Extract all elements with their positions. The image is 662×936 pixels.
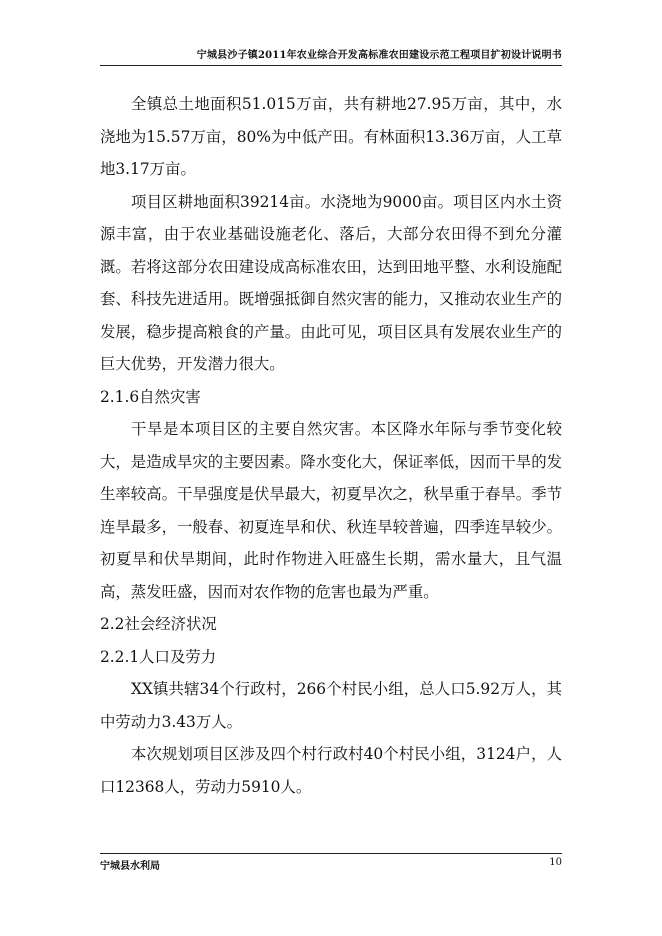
footer-organization: 宁城县水利局 [100, 861, 160, 872]
body-text [100, 88, 562, 803]
footer-rule [100, 853, 562, 854]
paragraph-land-area: 全镇总土地面积51.015万亩，共有耕地27.95万亩，其中，水浇地为15.57万亩，80%为中低产田。有林面积13.36万亩，人工草地3.17万亩。 [100, 95, 562, 178]
section-heading-natural-disasters: 2.1.6自然灾害 [100, 387, 201, 406]
section-heading-population-labor: 2.2.1人口及劳力 [100, 647, 217, 666]
paragraph-drought: 干旱是本项目区的主要自然灾害。本区降水年际与季节变化较大，是造成旱灾的主要因素。降水变化大，保证率低，因而干旱的发生率较高。干旱强度是伏旱最大，初夏旱次之，秋旱重于春旱。季节连旱最多，一般春、初夏连旱和伏、秋连旱较普遍，四季连旱较少。初夏旱和伏旱期间，此时作物进入旺盛生长期，需水量大，且气温高，蒸发旺盛，因而对农作物的危害也最为严重。 [100, 420, 562, 601]
paragraph-project-population: 本次规划项目区涉及四个村行政村40个村民小组，3124户，人口12368人，劳动力5910人。 [100, 745, 562, 796]
paragraph-town-population: XX镇共辖34个行政村，266个村民小组，总人口5.92万人，其中劳动力3.43万人。 [100, 680, 562, 731]
paragraph-project-cropland: 项目区耕地面积39214亩。水浇地为9000亩。项目区内水土资源丰富，由于农业基础设施老化、落后，大部分农田得不到允分灌溉。若将这部分农田建设成高标准农田，达到田地平整、水利设施配套、科技先进适用。既增强抵御自然灾害的能力，又推动农业生产的发展，稳步提高粮食的产量。由此可见，项目区具有发展农业生产的巨大优势，开发潜力很大。 [100, 192, 562, 373]
header-rule [100, 65, 562, 66]
page-number: 10 [549, 857, 562, 868]
running-header: 宁城县沙子镇2011年农业综合开发高标准农田建设示范工程项目扩初设计说明书 [196, 50, 562, 61]
section-heading-socioeconomic: 2.2社会经济状况 [100, 615, 217, 633]
